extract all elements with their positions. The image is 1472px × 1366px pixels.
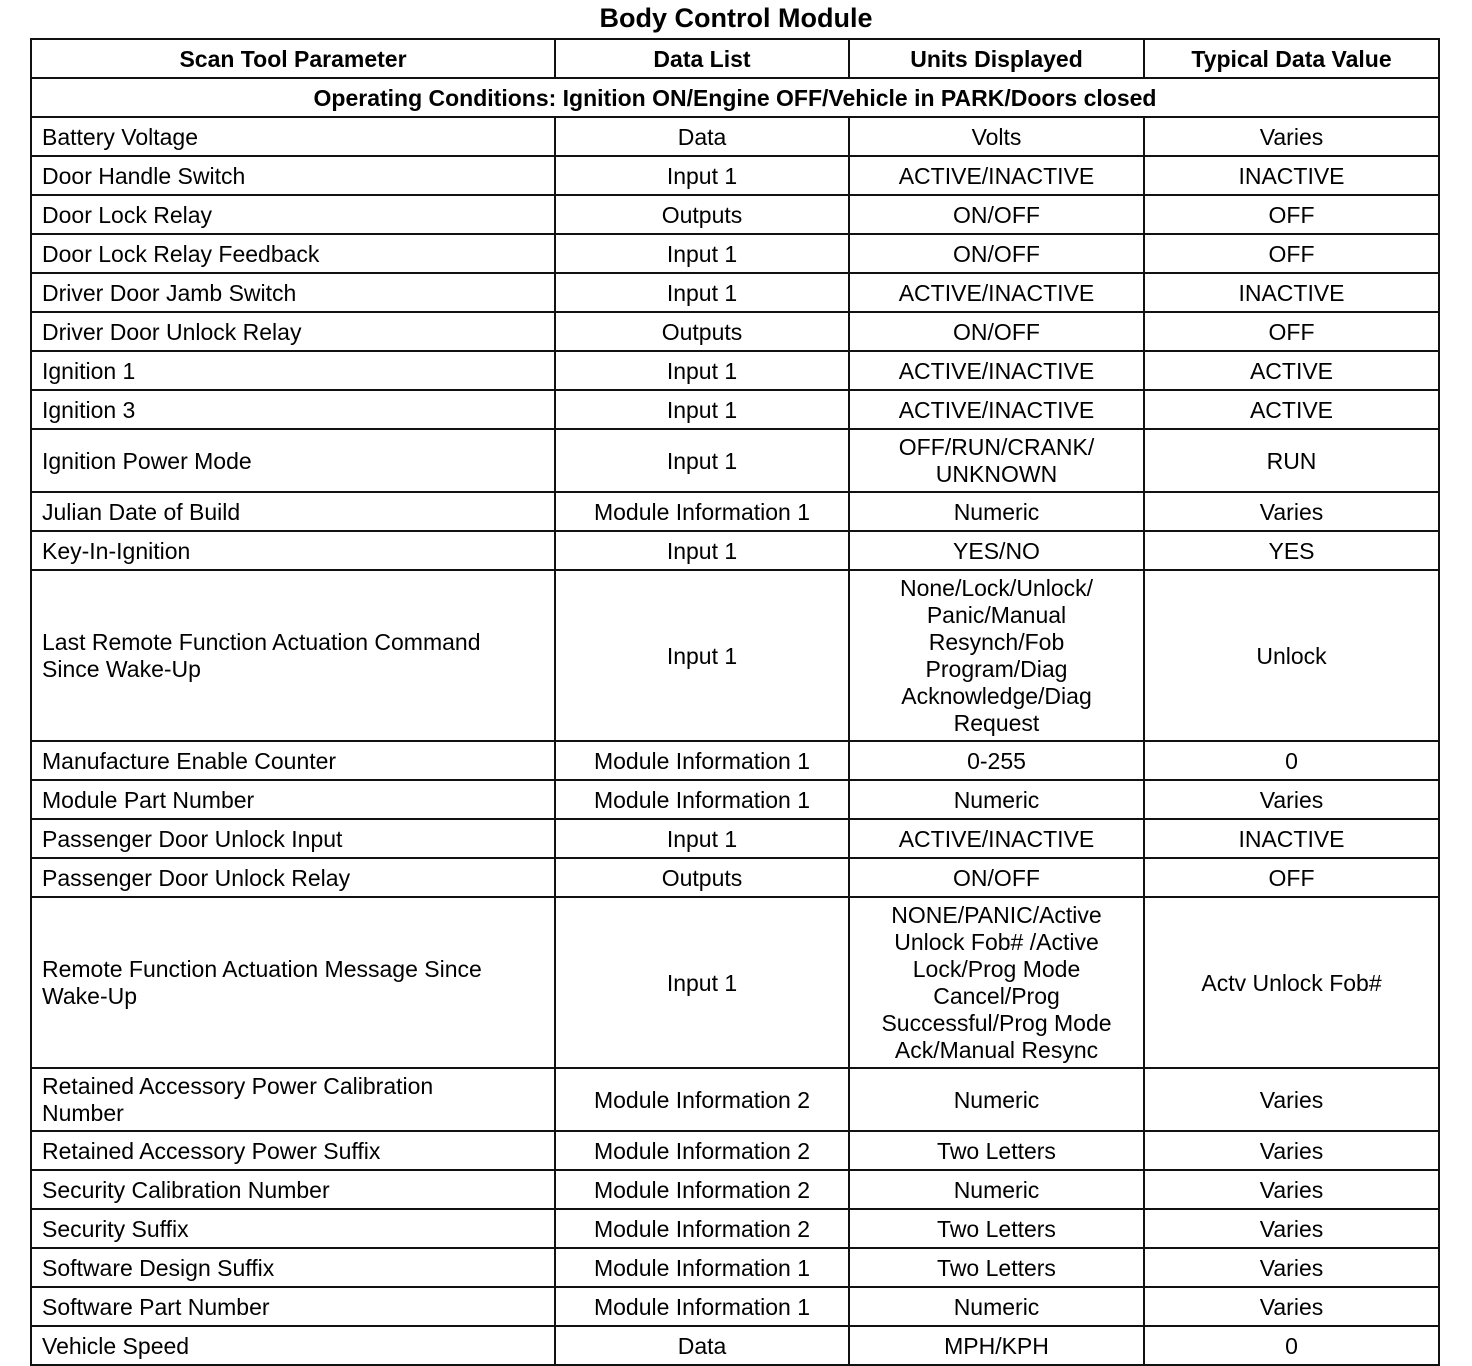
table-row xyxy=(31,858,1439,897)
cell-typical-value: 0 xyxy=(1144,741,1439,780)
cell-parameter: Last Remote Function Actuation Command Since Wake-Up xyxy=(31,570,555,741)
cell-data-list: Module Information 1 xyxy=(555,492,849,531)
cell-parameter: Key-In-Ignition xyxy=(31,531,555,570)
cell-typical-value: INACTIVE xyxy=(1144,819,1439,858)
cell-parameter: Ignition 3 xyxy=(31,390,555,429)
cell-units: NONE/PANIC/Active Unlock Fob# /Active Lock/Prog Mode Cancel/Prog Successful/Prog Mode Ack/Manual Resync xyxy=(849,897,1144,1068)
cell-parameter: Retained Accessory Power Suffix xyxy=(31,1131,555,1170)
cell-units: Numeric xyxy=(849,1287,1144,1326)
cell-data-list: Module Information 1 xyxy=(555,780,849,819)
cell-data-list: Outputs xyxy=(555,858,849,897)
table-row xyxy=(31,492,1439,531)
cell-parameter: Vehicle Speed xyxy=(31,1326,555,1365)
cell-typical-value: Varies xyxy=(1144,1068,1439,1131)
cell-typical-value: Varies xyxy=(1144,1287,1439,1326)
cell-data-list: Input 1 xyxy=(555,273,849,312)
cell-units: ACTIVE/INACTIVE xyxy=(849,351,1144,390)
header-units: Units Displayed xyxy=(849,39,1144,78)
cell-data-list: Input 1 xyxy=(555,156,849,195)
cell-typical-value: RUN xyxy=(1144,429,1439,492)
cell-units: Numeric xyxy=(849,492,1144,531)
cell-data-list: Outputs xyxy=(555,195,849,234)
table-row xyxy=(31,1287,1439,1326)
cell-parameter: Security Suffix xyxy=(31,1209,555,1248)
cell-data-list: Input 1 xyxy=(555,570,849,741)
header-parameter: Scan Tool Parameter xyxy=(31,39,555,78)
cell-units: ACTIVE/INACTIVE xyxy=(849,156,1144,195)
table-row xyxy=(31,1068,1439,1131)
cell-typical-value: ACTIVE xyxy=(1144,390,1439,429)
cell-typical-value: OFF xyxy=(1144,234,1439,273)
table-row xyxy=(31,819,1439,858)
cell-typical-value: INACTIVE xyxy=(1144,273,1439,312)
cell-data-list: Module Information 2 xyxy=(555,1209,849,1248)
cell-typical-value: Varies xyxy=(1144,1248,1439,1287)
table-row xyxy=(31,570,1439,741)
cell-units: Two Letters xyxy=(849,1209,1144,1248)
cell-parameter: Julian Date of Build xyxy=(31,492,555,531)
cell-typical-value: Varies xyxy=(1144,780,1439,819)
table-row xyxy=(31,273,1439,312)
cell-data-list: Module Information 1 xyxy=(555,741,849,780)
cell-parameter: Door Lock Relay xyxy=(31,195,555,234)
cell-units: Numeric xyxy=(849,1068,1144,1131)
cell-parameter: Door Handle Switch xyxy=(31,156,555,195)
table-row xyxy=(31,1131,1439,1170)
table-row xyxy=(31,312,1439,351)
cell-units: ACTIVE/INACTIVE xyxy=(849,390,1144,429)
table-row xyxy=(31,1209,1439,1248)
cell-data-list: Data xyxy=(555,1326,849,1365)
cell-parameter: Door Lock Relay Feedback xyxy=(31,234,555,273)
table-row xyxy=(31,117,1439,156)
cell-parameter: Software Design Suffix xyxy=(31,1248,555,1287)
cell-parameter: Ignition 1 xyxy=(31,351,555,390)
cell-units: OFF/RUN/CRANK/ UNKNOWN xyxy=(849,429,1144,492)
cell-typical-value: OFF xyxy=(1144,858,1439,897)
cell-typical-value: 0 xyxy=(1144,1326,1439,1365)
cell-data-list: Module Information 2 xyxy=(555,1068,849,1131)
cell-data-list: Module Information 2 xyxy=(555,1170,849,1209)
table-row xyxy=(31,351,1439,390)
table-row xyxy=(31,234,1439,273)
header-data-list: Data List xyxy=(555,39,849,78)
cell-typical-value: OFF xyxy=(1144,312,1439,351)
cell-data-list: Input 1 xyxy=(555,390,849,429)
table-row xyxy=(31,156,1439,195)
cell-data-list: Input 1 xyxy=(555,429,849,492)
table-row xyxy=(31,390,1439,429)
cell-data-list: Input 1 xyxy=(555,234,849,273)
cell-typical-value: INACTIVE xyxy=(1144,156,1439,195)
cell-units: MPH/KPH xyxy=(849,1326,1144,1365)
table-row xyxy=(31,741,1439,780)
table-row xyxy=(31,780,1439,819)
cell-parameter: Passenger Door Unlock Input xyxy=(31,819,555,858)
cell-data-list: Module Information 1 xyxy=(555,1287,849,1326)
cell-typical-value: Varies xyxy=(1144,1170,1439,1209)
cell-parameter: Security Calibration Number xyxy=(31,1170,555,1209)
cell-parameter: Module Part Number xyxy=(31,780,555,819)
cell-data-list: Input 1 xyxy=(555,351,849,390)
cell-data-list: Module Information 2 xyxy=(555,1131,849,1170)
header-row xyxy=(31,39,1439,78)
cell-typical-value: Varies xyxy=(1144,1131,1439,1170)
page-title: Body Control Module xyxy=(599,3,873,33)
cell-units: YES/NO xyxy=(849,531,1144,570)
cell-typical-value: Varies xyxy=(1144,1209,1439,1248)
table-row xyxy=(31,897,1439,1068)
cell-data-list: Module Information 1 xyxy=(555,1248,849,1287)
cell-units: Volts xyxy=(849,117,1144,156)
table-row xyxy=(31,531,1439,570)
cell-typical-value: OFF xyxy=(1144,195,1439,234)
cell-typical-value: YES xyxy=(1144,531,1439,570)
cell-parameter: Manufacture Enable Counter xyxy=(31,741,555,780)
cell-typical-value: ACTIVE xyxy=(1144,351,1439,390)
cell-data-list: Input 1 xyxy=(555,897,849,1068)
table-row xyxy=(31,429,1439,492)
cell-units: ON/OFF xyxy=(849,858,1144,897)
cell-parameter: Software Part Number xyxy=(31,1287,555,1326)
cell-units: ON/OFF xyxy=(849,234,1144,273)
cell-parameter: Driver Door Unlock Relay xyxy=(31,312,555,351)
cell-units: ACTIVE/INACTIVE xyxy=(849,819,1144,858)
conditions-row xyxy=(31,78,1439,117)
table-row xyxy=(31,1170,1439,1209)
cell-units: ACTIVE/INACTIVE xyxy=(849,273,1144,312)
cell-units: ON/OFF xyxy=(849,195,1144,234)
cell-units: ON/OFF xyxy=(849,312,1144,351)
cell-units: None/Lock/Unlock/ Panic/Manual Resynch/Fob Program/Diag Acknowledge/Diag Request xyxy=(849,570,1144,741)
table-row xyxy=(31,195,1439,234)
cell-units: 0-255 xyxy=(849,741,1144,780)
header-typical-value: Typical Data Value xyxy=(1144,39,1439,78)
cell-data-list: Input 1 xyxy=(555,531,849,570)
data-table xyxy=(30,38,1440,1366)
cell-data-list: Data xyxy=(555,117,849,156)
cell-parameter: Driver Door Jamb Switch xyxy=(31,273,555,312)
cell-units: Numeric xyxy=(849,1170,1144,1209)
cell-units: Two Letters xyxy=(849,1131,1144,1170)
cell-parameter: Ignition Power Mode xyxy=(31,429,555,492)
cell-data-list: Outputs xyxy=(555,312,849,351)
cell-units: Two Letters xyxy=(849,1248,1144,1287)
cell-typical-value: Varies xyxy=(1144,117,1439,156)
cell-data-list: Input 1 xyxy=(555,819,849,858)
table-row xyxy=(31,1326,1439,1365)
cell-parameter: Passenger Door Unlock Relay xyxy=(31,858,555,897)
cell-units: Numeric xyxy=(849,780,1144,819)
cell-typical-value: Actv Unlock Fob# xyxy=(1144,897,1439,1068)
table-row xyxy=(31,1248,1439,1287)
cell-parameter: Retained Accessory Power Calibration Number xyxy=(31,1068,555,1131)
cell-parameter: Remote Function Actuation Message Since Wake-Up xyxy=(31,897,555,1068)
operating-conditions: Operating Conditions: Ignition ON/Engine OFF/Vehicle in PARK/Doors closed xyxy=(31,78,1439,117)
cell-typical-value: Varies xyxy=(1144,492,1439,531)
cell-parameter: Battery Voltage xyxy=(31,117,555,156)
cell-typical-value: Unlock xyxy=(1144,570,1439,741)
